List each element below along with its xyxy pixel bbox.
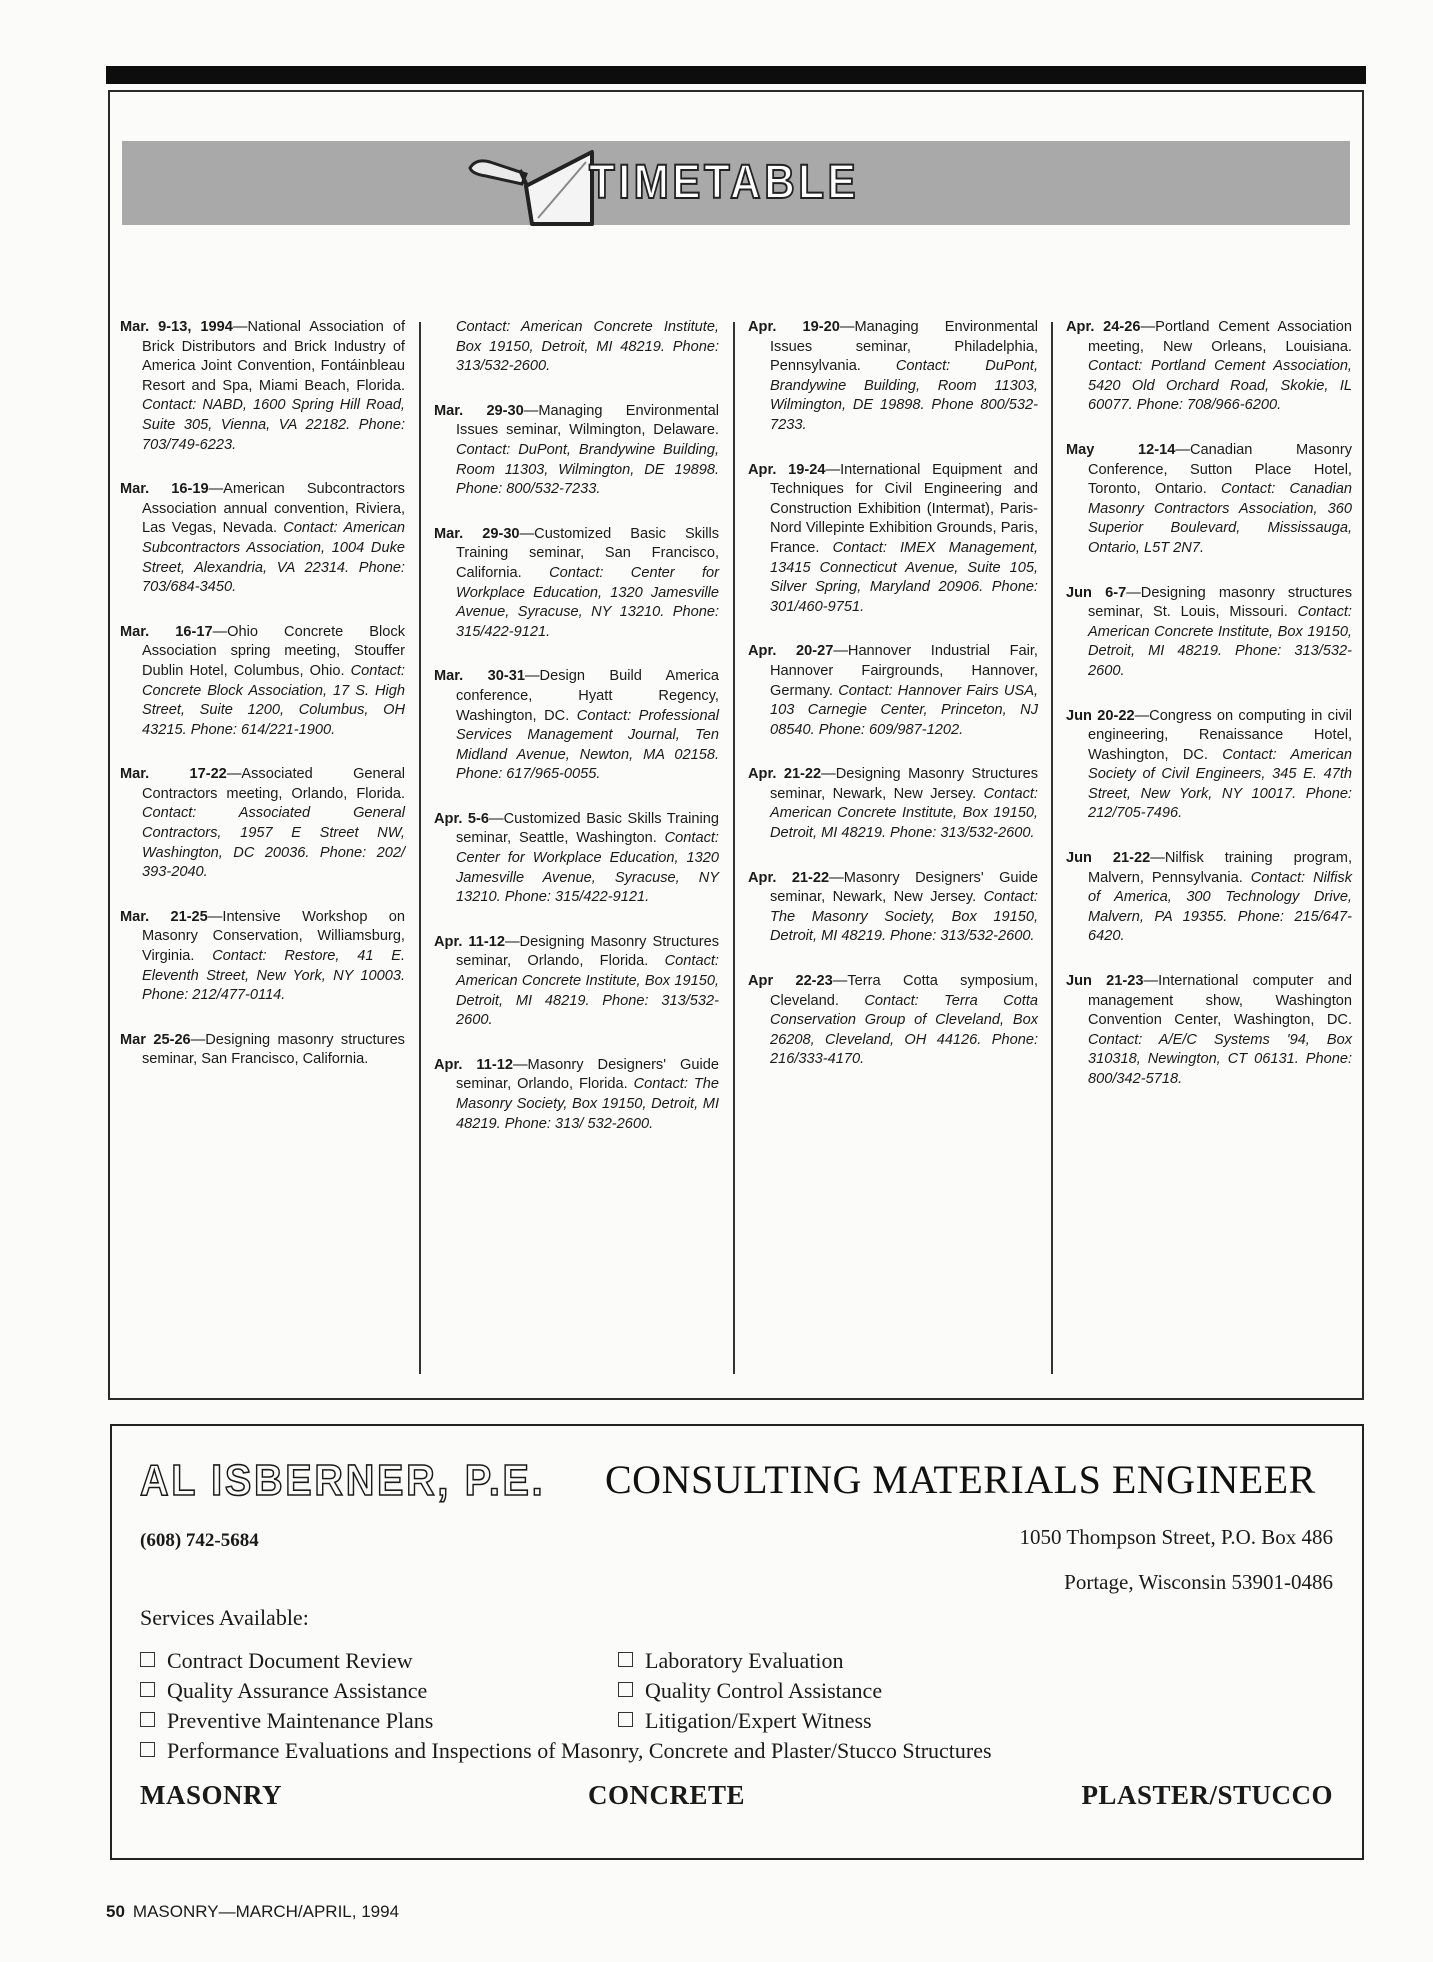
checkbox-icon (618, 1652, 633, 1667)
event-description: —Customized Basic Skills Training seminar, Seattle, Washington. (456, 810, 719, 847)
event-description: —Masonry Designers' Guide seminar, Orlando, Florida. (456, 1056, 719, 1093)
event-entry (1066, 849, 1352, 947)
event-entry (120, 1031, 405, 1070)
event-date: Apr. 20-27 (748, 643, 834, 660)
event-date: Apr. 11-12 (434, 1056, 513, 1073)
service-item-wide: Performance Evaluations and Inspections of Masonry, Concrete and Plaster/Stucco Structures (140, 1738, 992, 1764)
checkbox-icon (618, 1682, 633, 1697)
page-footer (106, 1902, 399, 1922)
event-contact: Contact: Associated General Contractors, 1957 E Street NW, Washington, DC 20036. Phone: 202/ 393-2040. (142, 805, 405, 881)
event-contact: Contact: American Society of Civil Engineers, 345 E. 47th Street, New York, NY 10017. Phone: 212/705-7496. (1088, 746, 1352, 822)
advertiser-name: AL ISBERNER, P.E. (140, 1456, 546, 1505)
event-description: —Customized Basic Skills Training seminar, San Francisco, California. (456, 525, 719, 581)
event-entry (748, 972, 1038, 1070)
event-description: —American Subcontractors Association annual convention, Riviera, Las Vegas, Nevada. (142, 481, 405, 537)
event-date: Mar. 17-22 (120, 766, 227, 783)
event-entry (434, 810, 719, 908)
event-entry (120, 765, 405, 883)
event-date: May 12-14 (1066, 441, 1176, 458)
event-description: —Designing Masonry Structures seminar, Orlando, Florida. (456, 933, 719, 970)
event-date: Mar. 16-19 (120, 481, 209, 498)
service-item: Litigation/Expert Witness (618, 1708, 872, 1734)
event-description: —National Association of Brick Distributors and Brick Industry of America Joint Convention, Fontáinbleau Resort and Spa, Miami Beach, Florida. (142, 319, 405, 394)
checkbox-icon (140, 1652, 155, 1667)
events-column-2 (434, 318, 719, 1159)
event-date: Apr. 24-26 (1066, 319, 1141, 335)
event-description: —Terra Cotta symposium, Cleveland. (770, 973, 1038, 1009)
event-entry (434, 318, 719, 377)
checkbox-icon (140, 1682, 155, 1697)
event-entry (120, 480, 405, 598)
service-item: Laboratory Evaluation (618, 1648, 844, 1674)
page-number: 50 (106, 1902, 125, 1921)
event-description: —International Equipment and Techniques for Civil Engineering and Construction Exhibition (Intermat), Paris-Nord Villepinte Exhibition Grounds, Paris, France. (770, 461, 1038, 556)
event-entry (120, 318, 405, 455)
event-entry (748, 461, 1038, 618)
event-contact: Contact: IMEX Management, 13415 Connecticut Avenue, Suite 105, Silver Spring, Maryland 20906. Phone: 301/460-9751. (770, 539, 1038, 615)
service-item: Contract Document Review (140, 1648, 413, 1674)
trowel-icon (466, 140, 596, 230)
event-date: Mar. 21-25 (120, 908, 208, 925)
event-description: —Designing masonry structures seminar, San Francisco, California. (142, 1031, 405, 1068)
event-date: Mar. 16-17 (120, 623, 213, 640)
event-description: —Portland Cement Association meeting, New Orleans, Louisiana. (1088, 319, 1352, 355)
event-contact: Contact: Center for Workplace Education, 1320 Jamesville Avenue, Syracuse, NY 13210. Phone: 315/422-9121. (456, 564, 719, 640)
page-title: TIMETABLE (589, 156, 860, 209)
event-contact: Contact: Concrete Block Association, 17 S. High Street, Suite 1200, Columbus, OH 43215. Phone: 614/221-1900. (142, 662, 405, 738)
event-contact: Contact: Terra Cotta Conservation Group of Cleveland, Box 26208, Cleveland, OH 44126. Phone: 216/333-4170. (770, 992, 1038, 1068)
service-item: Quality Control Assistance (618, 1678, 882, 1704)
event-description: —Masonry Designers' Guide seminar, Newark, New Jersey. (770, 869, 1039, 906)
event-date: Apr. 19-20 (748, 319, 840, 335)
advertiser-address-line2: Portage, Wisconsin 53901-0486 (1064, 1570, 1333, 1594)
service-item: Preventive Maintenance Plans (140, 1708, 433, 1734)
event-entry (120, 908, 405, 1006)
event-entry (748, 869, 1038, 947)
top-rule (106, 66, 1366, 84)
event-contact: Contact: Professional Services Management Journal, Ten Midland Avenue, Newton, MA 02158. Phone: 617/965-0055. (456, 707, 719, 783)
advertiser-address-line1: 1050 Thompson Street, P.O. Box 486 (1019, 1525, 1333, 1549)
event-date: Jun 20-22 (1066, 707, 1135, 724)
event-date: Apr. 21-22 (748, 766, 822, 783)
event-entry (1066, 584, 1352, 682)
event-contact: Contact: A/E/C Systems '94, Box 310318, Newington, CT 06131. Phone: 800/342-5718. (1088, 1031, 1352, 1087)
event-entry (434, 525, 719, 643)
event-date: Apr. 5-6 (434, 810, 490, 827)
checkbox-icon (140, 1712, 155, 1727)
event-entry (434, 402, 719, 500)
event-date: Jun 21-22 (1066, 850, 1151, 867)
event-description: —Nilfisk training program, Malvern, Pennsylvania. (1088, 850, 1352, 886)
event-date: Mar. 9-13, 1994 (120, 319, 233, 335)
event-description: —Canadian Masonry Conference, Sutton Place Hotel, Toronto, Ontario. (1088, 441, 1352, 498)
event-contact: Contact: Center for Workplace Education, 1320 Jamesville Avenue, Syracuse, NY 13210. Phone: 315/422-9121. (456, 830, 719, 906)
category-concrete: CONCRETE (588, 1780, 746, 1810)
column-divider (1051, 322, 1053, 1374)
event-contact: Contact: The Masonry Society, Box 19150, Detroit, MI 48219. Phone: 313/532-2600. (770, 889, 1038, 945)
column-divider (419, 322, 421, 1374)
checkbox-icon (140, 1742, 155, 1757)
event-description: —Managing Environmental Issues seminar, Wilmington, Delaware. (456, 402, 719, 439)
event-date: Apr 22-23 (748, 973, 833, 990)
event-date: Mar. 30-31 (434, 668, 525, 685)
event-date: Apr. 21-22 (748, 869, 830, 886)
event-date: Jun 6-7 (1066, 584, 1127, 601)
event-entry (1066, 318, 1352, 416)
event-description: —Managing Environmental Issues seminar, Philadelphia, Pennsylvania. (770, 319, 1039, 375)
event-description: —Intensive Workshop on Masonry Conservation, Williamsburg, Virginia. (142, 908, 405, 965)
event-contact: Contact: Nilfisk of America, 300 Technology Drive, Malvern, PA 19355. Phone: 215/647-6420. (1088, 869, 1352, 945)
event-date: Apr. 11-12 (434, 933, 505, 950)
event-date: Mar. 29-30 (434, 525, 520, 542)
event-contact: Contact: Portland Cement Association, 5420 Old Orchard Road, Skokie, IL 60077. Phone: 708/966-6200. (1088, 358, 1352, 414)
publication-line: MASONRY—MARCH/APRIL, 1994 (132, 1902, 400, 1921)
event-date: Mar 25-26 (120, 1031, 191, 1048)
event-entry (434, 667, 719, 785)
event-entry (434, 1056, 719, 1134)
advertiser-phone: (608) 742-5684 (140, 1530, 259, 1551)
event-entry (1066, 707, 1352, 825)
event-entry (748, 642, 1038, 740)
event-contact: Contact: American Concrete Institute, Box 19150, Detroit, MI 48219. Phone: 313/532-2600. (770, 785, 1038, 842)
services-heading: Services Available: (140, 1605, 309, 1630)
checkbox-icon (618, 1712, 633, 1727)
event-contact: Contact: Canadian Masonry Contractors Association, 360 Superior Boulevard, Mississauga, Ontario, L5T 2N7. (1088, 481, 1352, 556)
event-entry (434, 933, 719, 1031)
event-date: Mar. 29-30 (434, 402, 524, 419)
event-description: —Designing Masonry Structures seminar, Newark, New Jersey. (770, 766, 1038, 802)
event-contact: Contact: The Masonry Society, Box 19150, Detroit, MI 48219. Phone: 313/ 532-2600. (456, 1076, 719, 1132)
event-contact: Contact: American Subcontractors Association, 1004 Duke Street, Alexandria, VA 22314. Phone: 703/684-3450. (142, 520, 405, 596)
event-contact: Contact: NABD, 1600 Spring Hill Road, Suite 305, Vienna, VA 22182. Phone: 703/749-6223. (142, 397, 405, 453)
service-item: Quality Assurance Assistance (140, 1678, 427, 1704)
column-divider (733, 322, 735, 1374)
event-entry (1066, 441, 1352, 559)
event-date: Jun 21-23 (1066, 973, 1144, 990)
event-entry (1066, 972, 1352, 1090)
event-entry (748, 765, 1038, 843)
event-description: —International computer and management show, Washington Convention Center, Washington, DC. (1088, 973, 1352, 1029)
event-description: —Congress on computing in civil engineering, Renaissance Hotel, Washington, DC. (1088, 707, 1353, 763)
event-contact: Contact: Restore, 41 E. Eleventh Street, New York, NY 10003. Phone: 212/477-0114. (142, 948, 405, 1004)
event-entry (120, 623, 405, 741)
events-column-1 (120, 318, 405, 1095)
events-column-4 (1066, 318, 1352, 1115)
event-date: Apr. 19-24 (748, 461, 826, 478)
event-contact: Contact: DuPont, Brandywine Building, Room 11303, Wilmington, DE 19898. Phone: 800/532-7233. (456, 441, 719, 498)
category-masonry: MASONRY (140, 1780, 283, 1810)
event-description: —Ohio Concrete Block Association spring meeting, Stouffer Dublin Hotel, Columbus, Ohio. (142, 623, 405, 679)
event-contact: Contact: American Concrete Institute, Box 19150, Detroit, MI 48219. Phone: 313/532-2600. (456, 953, 719, 1029)
event-description: —Design Build America conference, Hyatt Regency, Washington, DC. (456, 668, 719, 724)
event-contact: Contact: American Concrete Institute, Box 19150, Detroit, MI 48219. Phone: 313/532-2600. (456, 319, 719, 375)
events-column-3 (748, 318, 1038, 1095)
event-contact: Contact: American Concrete Institute, Box 19150, Detroit, MI 48219. Phone: 313/532-2600. (1088, 604, 1352, 679)
category-plaster-stucco: PLASTER/STUCCO (1081, 1780, 1333, 1810)
event-description: —Designing masonry structures seminar, St. Louis, Missouri. (1088, 584, 1352, 621)
event-description: —Associated General Contractors meeting, Orlando, Florida. (142, 766, 405, 802)
event-description: —Hannover Industrial Fair, Hannover Fairgrounds, Hannover, Germany. (770, 643, 1038, 699)
advertiser-title: CONSULTING MATERIALS ENGINEER (605, 1457, 1316, 1502)
event-contact: Contact: DuPont, Brandywine Building, Room 11303, Wilmington, DE 19898. Phone 800/532-7233. (770, 358, 1038, 433)
event-contact: Contact: Hannover Fairs USA, 103 Carnegie Center, Princeton, NJ 08540. Phone: 609/987-1202. (770, 682, 1038, 738)
event-entry (748, 318, 1038, 436)
